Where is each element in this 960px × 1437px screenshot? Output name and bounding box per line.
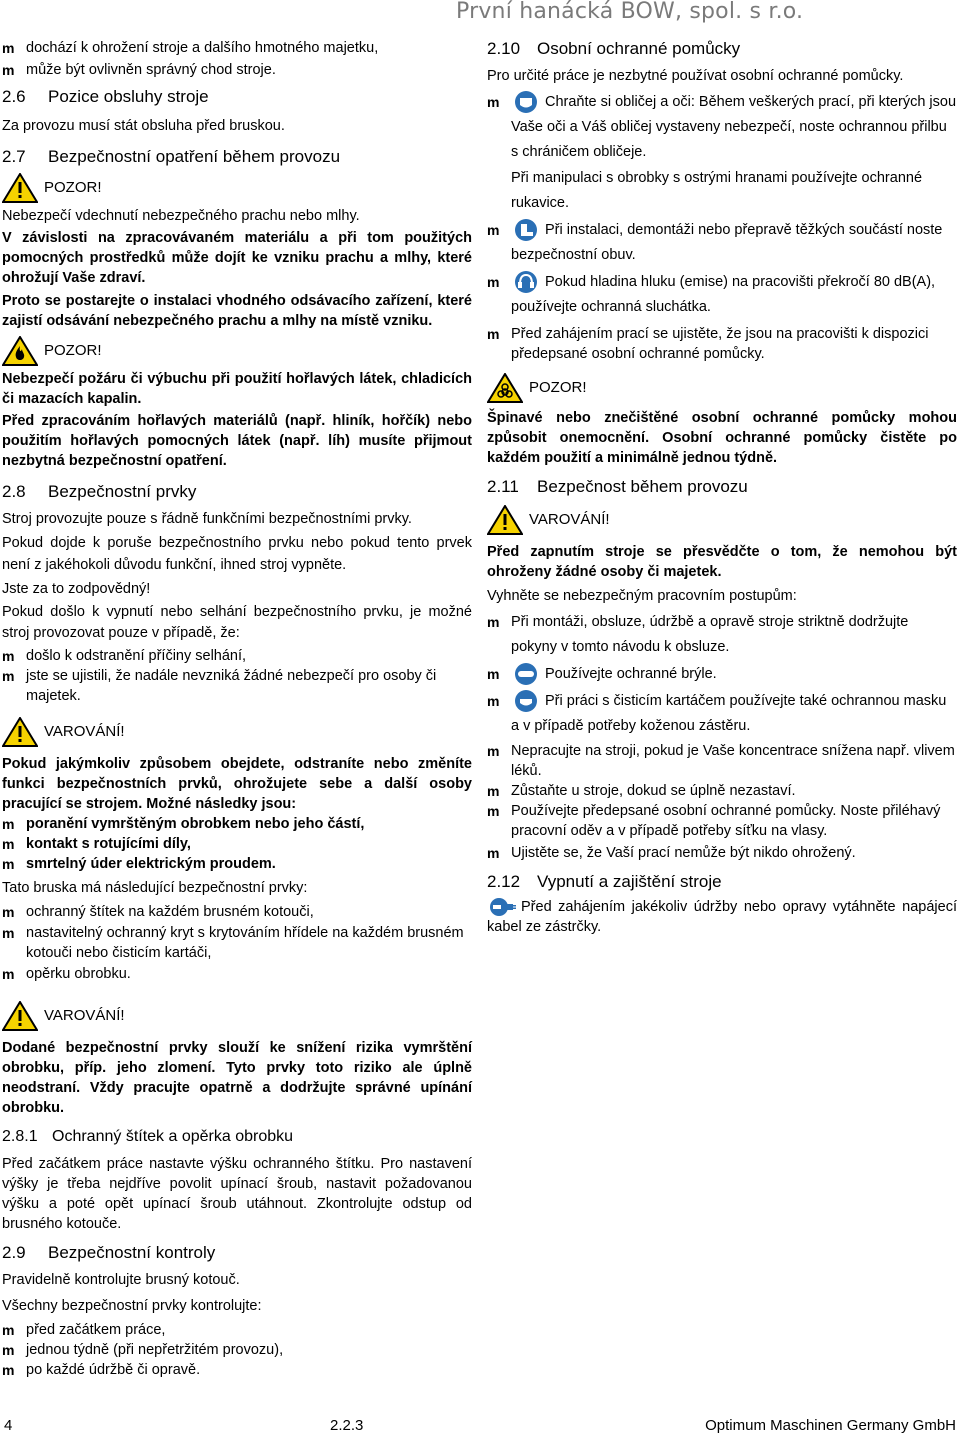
- caution-label: POZOR!: [44, 342, 102, 359]
- biohazard-icon: [487, 373, 523, 403]
- list-item: m opěrku obrobku.: [2, 964, 472, 984]
- section-heading-2-6: 2.6 Pozice obsluhy stroje: [2, 87, 209, 106]
- paragraph: Špinavé nebo znečištěné osobní ochranné pomůcky mohou způsobit onemocnění. Osobní ochranné pomůcky čistěte po každém použití a minimálně jednou týdně.: [487, 410, 957, 466]
- warning-label: VAROVÁNÍ!: [44, 1007, 125, 1024]
- list-item: m jednou týdně (při nepřetržitém provozu),: [2, 1340, 472, 1360]
- safety-shoes-icon: [511, 218, 541, 242]
- list-item: m ochranný štítek na každém brusném kotouči,: [2, 902, 472, 922]
- warning-triangle-icon: [2, 1001, 38, 1031]
- list-item: m dochází k ohrožení stroje a dalšího hmotného majetku,: [2, 38, 472, 58]
- section-heading-2-8: 2.8 Bezpečnostní prvky: [2, 482, 197, 501]
- company-name: Optimum Maschinen Germany GmbH: [705, 1417, 956, 1434]
- list-item: m před začátkem práce,: [2, 1320, 472, 1340]
- list-item: m Používejte předepsané osobní ochranné pomůcky. Noste přiléhavý pracovní oděv a v případě potřeby síťku na vlasy.: [487, 801, 957, 841]
- paragraph: Tato bruska má následující bezpečnostní prvky:: [2, 880, 308, 896]
- warning-notice: [2, 716, 472, 748]
- paragraph: Stroj provozujte pouze s řádně funkčními bezpečnostními prvky.: [2, 511, 412, 527]
- list-item: m po každé údržbě či opravě.: [2, 1360, 472, 1380]
- paragraph: Před zahájením jakékoliv údržby nebo opravy vytáhněte napájecí kabel ze zástrčky.: [487, 899, 957, 936]
- paragraph: Před začátkem práce nastavte výšku ochranného štítku. Pro nastavení výšky je třeba nejdříve povolit upínací šroub, nastavit požadovanou výšku a poté opět upínací šroub utáhnout. Zkontrolujte odstup od brusného kotouče.: [2, 1156, 472, 1232]
- paragraph: Všechny bezpečnostní prvky kontrolujte:: [2, 1298, 262, 1314]
- list-item: m došlo k odstranění příčiny selhání,: [2, 646, 472, 666]
- right-column: [487, 38, 957, 937]
- section-heading-2-9: 2.9 Bezpečnostní kontroly: [2, 1243, 216, 1262]
- paragraph: Vyhněte se nebezpečným pracovním postupům:: [487, 588, 797, 604]
- section-heading-2-12: 2.12 Vypnutí a zajištění stroje: [487, 872, 722, 891]
- paragraph: Za provozu musí stát obsluha před bruskou.: [2, 118, 285, 134]
- header-watermark: První hanácká BOW, spol. s r.o.: [456, 0, 804, 24]
- left-column: [2, 38, 472, 1380]
- ear-protection-icon: [511, 270, 541, 294]
- paragraph: Proto se postarejte o instalaci vhodného odsávacího zařízení, které zajistí odsávání nebezpečného prachu a mlhy na místě vzniku.: [2, 293, 472, 329]
- list-item: m kontakt s rotujícími díly,: [2, 834, 472, 854]
- caution-label: POZOR!: [44, 179, 102, 196]
- warning-notice: [487, 504, 957, 536]
- warning-triangle-icon: [487, 505, 523, 535]
- safety-goggles-icon: [511, 662, 541, 686]
- paragraph: Jste za to zodpovědný!: [2, 581, 151, 597]
- ppe-mask-item: m Při práci s čisticím kartáčem používejte také ochrannou masku a v případě potřeby koženou zástěru.: [487, 689, 957, 739]
- face-shield-icon: [511, 90, 541, 114]
- warning-label: VAROVÁNÍ!: [44, 723, 125, 740]
- list-item: m může být ovlivněn správný chod stroje.: [2, 60, 472, 80]
- paragraph: Pokud dojde k poruše bezpečnostního prvku nebo pokud tento prvek není z jakéhokoli důvodu funkční, ihned stroj vypněte.: [2, 535, 472, 573]
- caution-notice: [2, 172, 472, 204]
- paragraph: Pravidelně kontrolujte brusný kotouč.: [2, 1272, 240, 1288]
- ppe-safety-shoes-item: m Při instalaci, demontáži nebo přepravě těžkých součástí noste bezpečnostní obuv.: [487, 218, 957, 268]
- list-item: m Při montáži, obsluze, údržbě a opravě stroje striktně dodržujte pokyny v tomto návodu k obsluze.: [487, 610, 957, 660]
- paragraph: Nebezpečí požáru či výbuchu při použití hořlavých látek, chladicích či mazacích kapalin.: [2, 371, 472, 407]
- unplug-icon: [487, 897, 517, 917]
- caution-notice: [2, 335, 472, 367]
- warning-notice: [2, 1000, 472, 1032]
- paragraph: Pokud jakýmkoliv způsobem obejdete, odstraníte nebo změníte funkci bezpečnostních prvků, ohrožujete sebe a další osoby pracující se strojem. Možné následky jsou:: [2, 756, 472, 812]
- paragraph: Pro určité práce je nezbytné používat osobní ochranné pomůcky.: [487, 68, 904, 84]
- ppe-ear-protection-item: m Pokud hladina hluku (emise) na pracovišti překročí 80 dB(A), používejte ochranná sluchátka.: [487, 270, 957, 320]
- list-item: m Zůstaňte u stroje, dokud se úplně nezastaví.: [487, 781, 957, 801]
- fire-hazard-icon: [2, 336, 38, 366]
- protective-mask-icon: [511, 689, 541, 713]
- ppe-face-shield-item: m Chraňte si obličej a oči: Během veškerých prací, při kterých jsou Vaše oči a Váš obličej vystaveny nebezpečí, noste ochrannou přilbu s chráničem obličeje.: [487, 90, 957, 165]
- page-number: 4: [4, 1417, 13, 1434]
- list-item: m poranění vymrštěným obrobkem nebo jeho částí,: [2, 814, 472, 834]
- warning-label: VAROVÁNÍ!: [529, 511, 610, 528]
- warning-triangle-icon: [2, 173, 38, 203]
- list-item: m Nepracujte na stroji, pokud je Vaše koncentrace snížena např. vlivem léků.: [487, 741, 957, 781]
- section-heading-2-7: 2.7 Bezpečnostní opatření během provozu: [2, 147, 341, 166]
- paragraph: Nebezpečí vdechnutí nebezpečného prachu nebo mlhy.: [2, 208, 360, 224]
- paragraph: Pokud došlo k vypnutí nebo selhání bezpečnostního prvku, je možné stroj provozovat pouze v případě, že:: [2, 604, 472, 641]
- paragraph: Dodané bezpečnostní prvky slouží ke snížení rizika vymrštění obrobku, příp. jeho zlomení. Tyto prvky toto riziko ale úplně neodstraní. Vždy pracujte opatrně a dodržujte správné upínání obrobku.: [2, 1040, 472, 1116]
- paragraph: V závislosti na zpracovávaném materiálu a při tom použitých pomocných prostředků může dojít ke vzniku prachu a mlhy, které ohrožují Vaše zdraví.: [2, 230, 472, 286]
- ppe-goggles-item: m Používejte ochranné brýle.: [487, 662, 957, 687]
- section-heading-2-11: 2.11 Bezpečnost během provozu: [487, 477, 748, 496]
- paragraph: Před zpracováním hořlavých materiálů (např. hliník, hořčík) nebo použitím hořlavých pomocných látek (např. líh) musíte přijmout nezbytná bezpečnostní opatření.: [2, 413, 472, 469]
- warning-triangle-icon: [2, 717, 38, 747]
- caution-label: POZOR!: [529, 379, 587, 396]
- list-item: m jste se ujistili, že nadále nevzniká žádné nebezpečí pro osoby či majetek.: [2, 666, 472, 706]
- list-item: m Před zahájením prací se ujistěte, že jsou na pracovišti k dispozici předepsané osobní ochranné pomůcky.: [487, 324, 957, 364]
- section-heading-2-10: 2.10 Osobní ochranné pomůcky: [487, 39, 741, 58]
- list-item: m Ujistěte se, že Vaší prací nemůže být nikdo ohrožený.: [487, 843, 957, 863]
- section-heading-2-8-1: 2.8.1 Ochranný štítek a opěrka obrobku: [2, 1128, 294, 1145]
- list-item: m smrtelný úder elektrickým proudem.: [2, 854, 472, 874]
- list-item: m nastavitelný ochranný kryt s krytováním hřídele na každém brusném kotouči nebo čisticím kartáči,: [2, 923, 472, 963]
- caution-notice: [487, 372, 957, 404]
- paragraph: Před zapnutím stroje se přesvědčte o tom, že nemohou být ohroženy žádné osoby či majetek.: [487, 544, 957, 580]
- document-version: 2.2.3: [330, 1417, 364, 1434]
- paragraph: Při manipulaci s obrobky s ostrými hranami používejte ochranné rukavice.: [511, 170, 923, 211]
